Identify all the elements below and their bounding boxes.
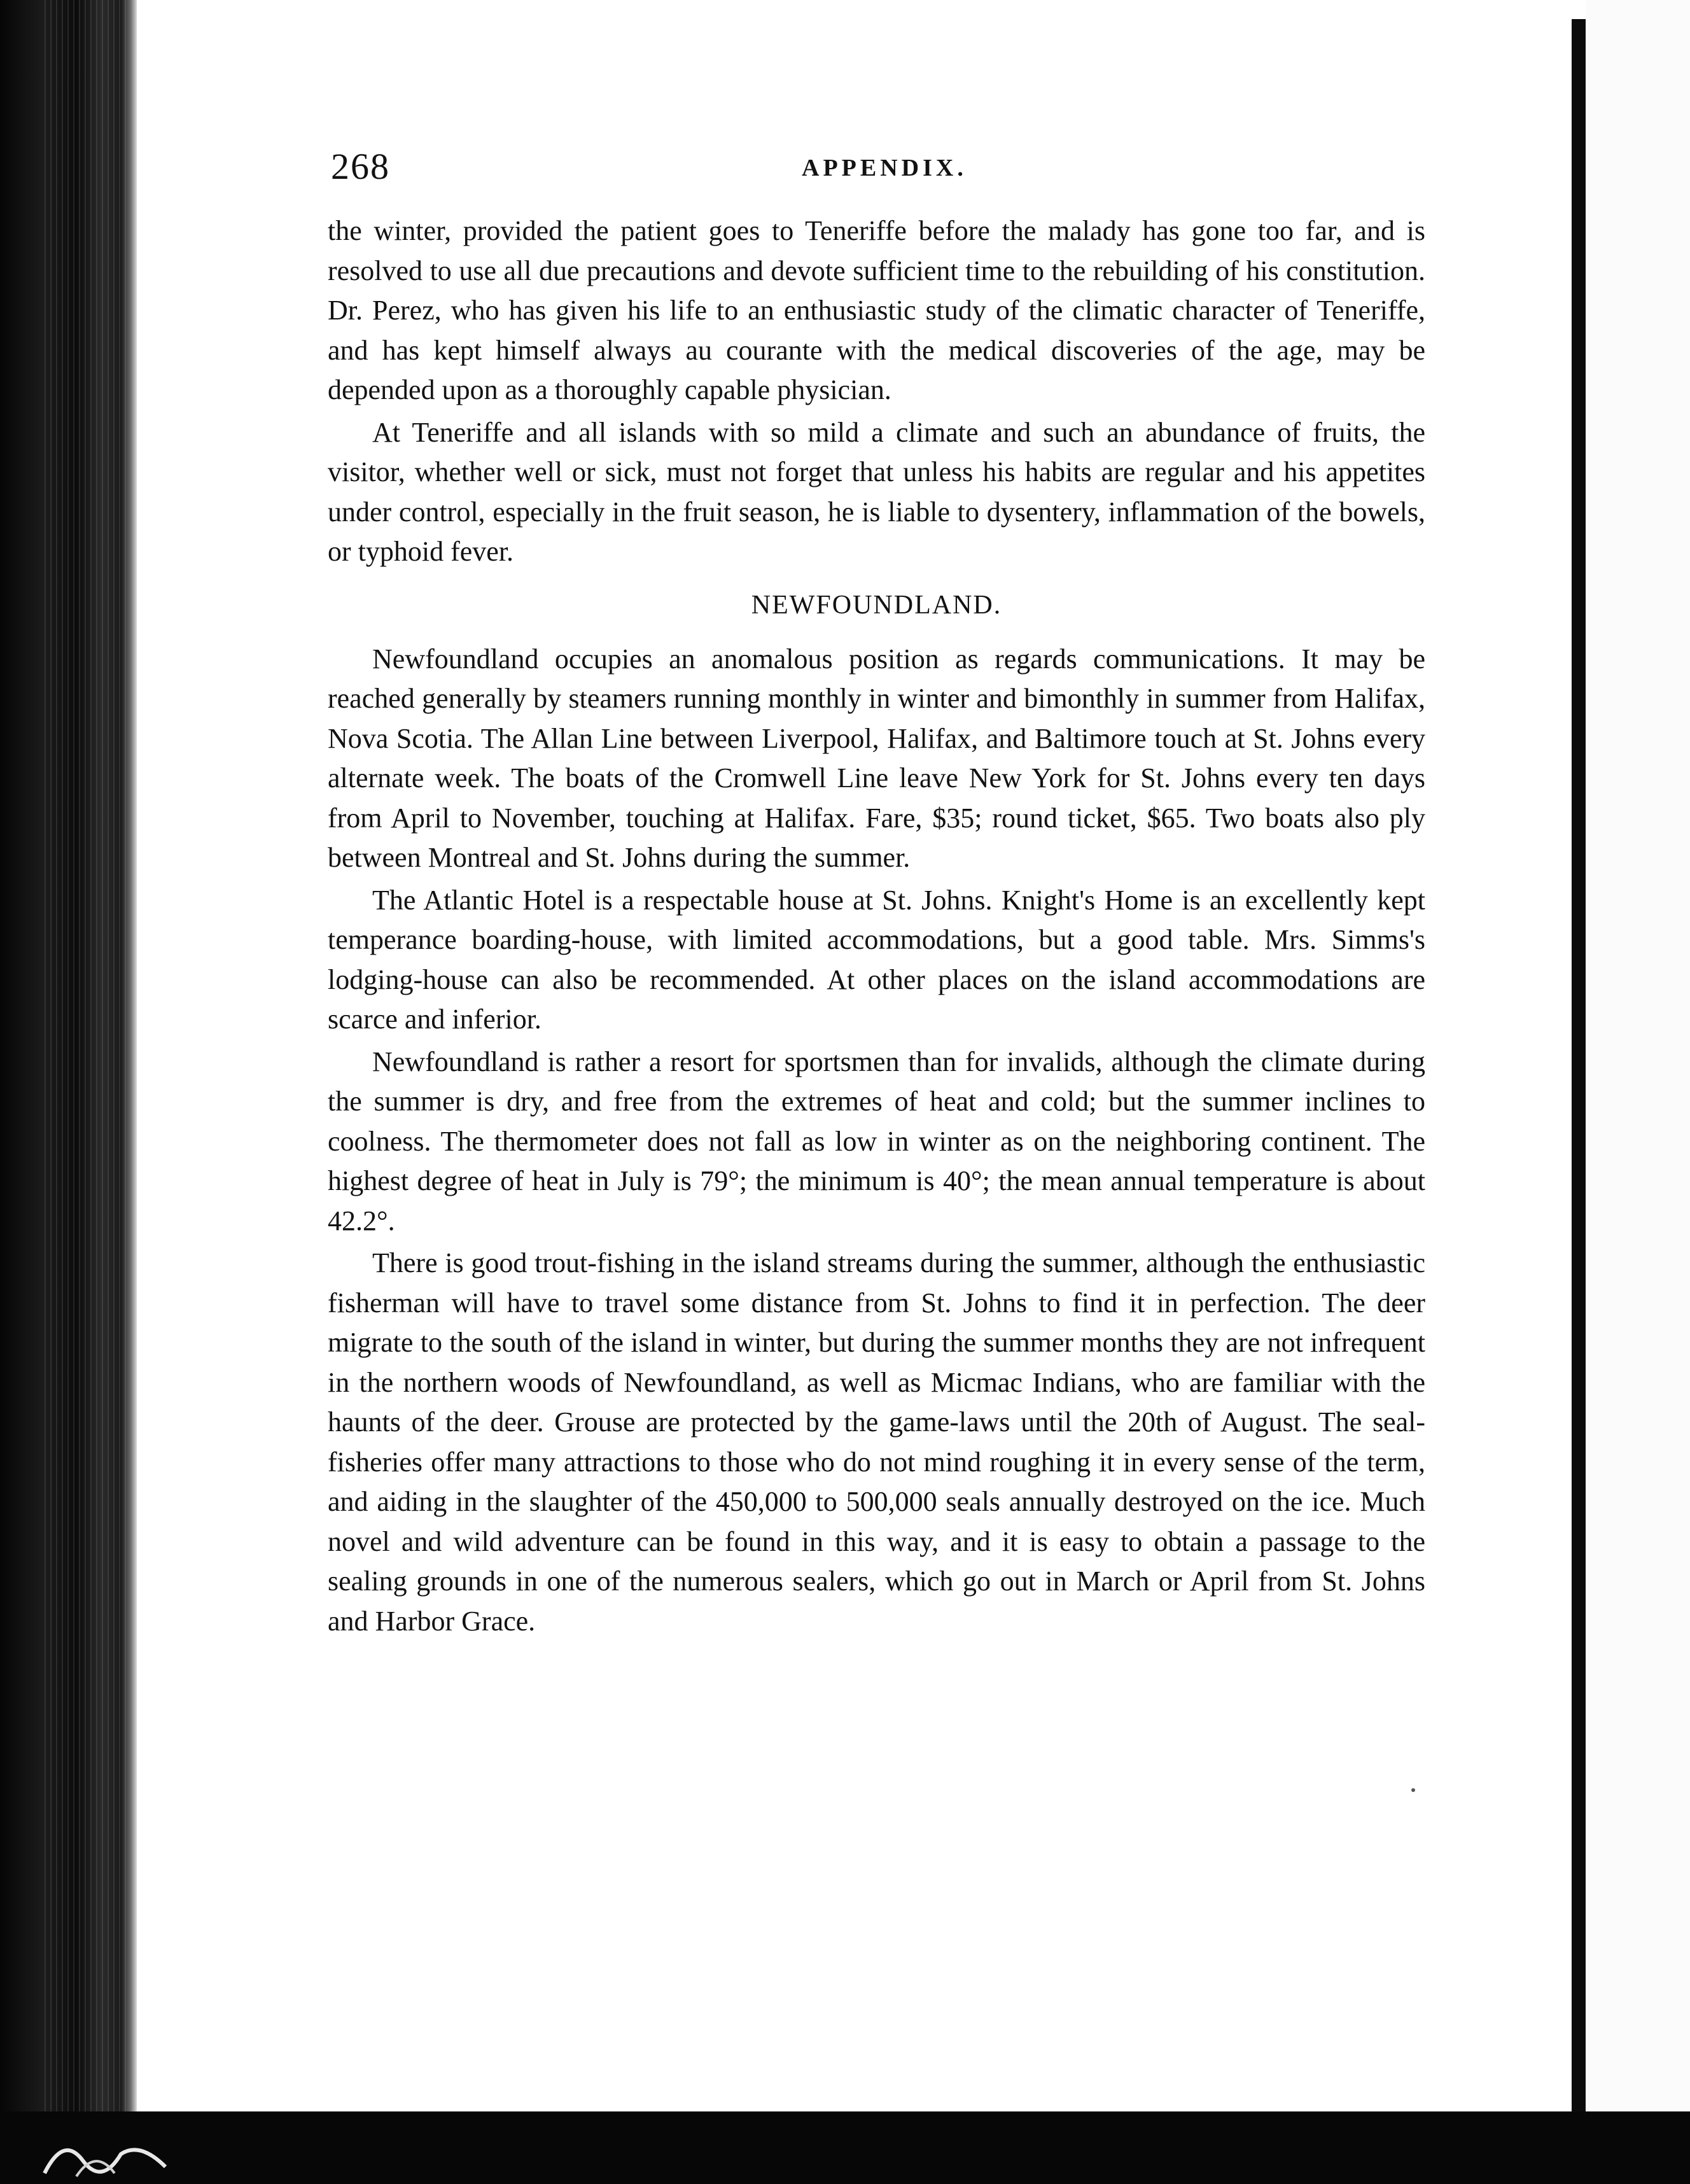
paragraph-hotels: The Atlantic Hotel is a respectable house at St. Johns. Knight's Home is an excellently kept temperance boarding-house, with limited accommodations, but a good table. Mrs. Simms's lodging-house can also be recommended. At other places on the island accommodations are scarce and inferior.: [328, 884, 1425, 1035]
paragraph-communications: Newfoundland occupies an anomalous position as regards communications. It may be reached generally by steamers running monthly in winter and bimonthly in summer from Halifax, Nova Scotia. The Allan Line between Liverpool, Halifax, and Baltimore touch at St. Johns every alternate week. The boats of the Cromwell Line leave New York for St. Johns every ten days from April to November, touching at Halifax. Fare, $35; round ticket, $65. Two boats also ply between Montreal and St. Johns during the summer.: [328, 643, 1425, 873]
print-speck: [1411, 1788, 1415, 1792]
section-heading-newfoundland: NEWFOUNDLAND.: [751, 590, 1002, 620]
page-number: 268: [331, 146, 390, 187]
page-edges-texture: [45, 0, 127, 2184]
paragraph-sport: There is good trout-fishing in the island streams during the summer, although the enthusiastic fisherman will have to travel some distance from St. Johns to find it in perfection. The deer migrate to the south of the island in winter, but during the summer months they are not infrequent in the northern woods of Newfoundland, as well as Micmac Indians, who are familiar with the haunts of the deer. Grouse are protected by the game-laws until the 20th of August. The seal-fisheries offer many attractions to those who do not mind roughing it in every sense of the term, and aiding in the slaughter of the 450,000 to 500,000 seals annually destroyed on the ice. Much novel and wild adventure can be found in this way, and it is easy to obtain a passage to the sealing grounds in one of the numerous sealers, which go out in March or April from St. Johns and Harbor Grace.: [328, 1247, 1425, 1637]
paragraph-teneriffe-health: At Teneriffe and all islands with so mild a climate and such an abundance of fruits, the visitor, whether well or sick, must not forget that unless his habits are regular and his appetites under control, especially in the fruit season, he is liable to dysentery, inflammation of the bowels, or typhoid fever.: [328, 416, 1425, 567]
header-title: APPENDIX.: [802, 155, 967, 181]
page-body: [328, 211, 1425, 1644]
scan-bottom-border: [0, 2111, 1690, 2184]
running-head: [331, 145, 1425, 196]
paragraph-teneriffe-continued: the winter, provided the patient goes to Teneriffe before the malady has gone too far, and is resolved to use all due precautions and devote sufficient time to the rebuilding of his constitution. Dr. Perez, who has given his life to an enthusiastic study of the climatic character of Teneriffe, and has kept himself always au courante with the medical discoveries of the age, may be depended upon as a thoroughly capable physician.: [328, 215, 1425, 405]
right-page-edge: [1572, 19, 1586, 2113]
scan-corner-mark-icon: [38, 2122, 178, 2180]
paragraph-climate: Newfoundland is rather a resort for sportsmen than for invalids, although the climate during the summer is dry, and free from the extremes of heat and cold; but the summer inclines to coolness. The thermometer does not fall as low in winter as on the neighboring continent. The highest degree of heat in July is 79°; the minimum is 40°; the mean annual temperature is about 42.2°.: [328, 1046, 1425, 1236]
next-page-strip: [1586, 0, 1690, 2111]
